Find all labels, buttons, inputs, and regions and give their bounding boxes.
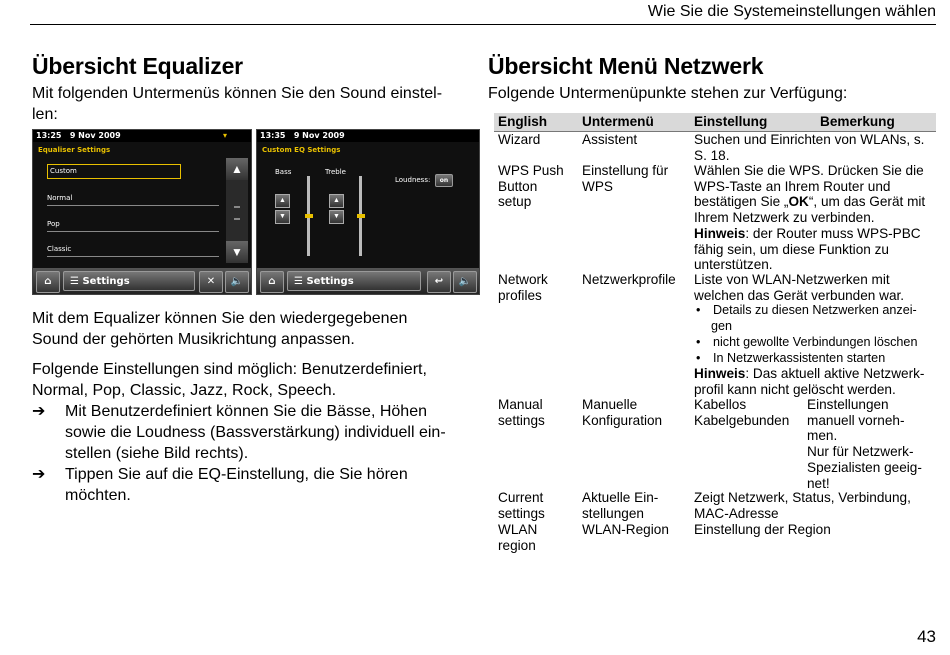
cell-line: settings — [498, 412, 545, 428]
volume-icon[interactable]: 🔈 — [225, 271, 249, 293]
cell-line: bestätigen Sie „OK“, um das Gerät mit — [694, 194, 926, 210]
table-cell — [694, 132, 924, 163]
equalizer-description — [32, 308, 407, 350]
header-title: Wie Sie die Systemeinstellungen wählen — [647, 3, 936, 20]
cell-line: manuell vorneh- — [807, 412, 905, 428]
hint-label: Hinweis — [694, 366, 746, 382]
loudness-label: Loudness: — [395, 176, 431, 184]
cell-line: fähig sein, um diese Funktion zu — [694, 241, 889, 257]
table-cell — [694, 272, 924, 398]
cell-line: profiles — [498, 287, 542, 303]
cell-line: Manuelle — [582, 397, 638, 412]
cell-line: Kabelgebunden — [694, 412, 790, 428]
screen-title: Custom EQ Settings — [262, 146, 341, 154]
cell-line: Aktuelle Ein- — [582, 490, 659, 505]
cell-line: Kabellos — [694, 397, 747, 412]
settings-label: Settings — [306, 276, 354, 287]
cell-line: region — [498, 537, 536, 553]
treble-up-icon[interactable]: ▲ — [329, 194, 344, 208]
text-line: Mit Benutzerdefiniert können Sie die Bässe, Höhen — [65, 403, 427, 420]
text-line: Sound der gehörten Musikrichtung anpassen. — [32, 331, 355, 348]
cell-line: profil kann nicht gelöscht werden. — [694, 381, 896, 397]
table-cell — [582, 397, 662, 428]
bottom-toolbar — [33, 268, 251, 294]
list-item[interactable]: Normal — [47, 192, 219, 206]
text-line: Mit folgenden Untermenüs können Sie den Sound einstel- — [32, 85, 443, 102]
equalizer-options — [32, 359, 427, 401]
cell-line: Nur für Netzwerk- — [807, 444, 914, 460]
cell-line: settings — [498, 505, 545, 521]
bullet-icon: • — [696, 303, 701, 318]
list-item[interactable]: Pop — [47, 218, 219, 232]
page-header — [30, 0, 936, 25]
page-number: 43 — [917, 627, 936, 646]
settings-button[interactable] — [63, 271, 195, 291]
table-row-wizard — [498, 132, 540, 148]
equalizer-settings-screenshot — [32, 129, 252, 295]
date: 9 Nov 2009 — [69, 131, 121, 140]
text-line: Tippen Sie auf die EQ-Einstellung, die Sie hören — [65, 466, 408, 483]
treble-label: Treble — [325, 168, 346, 176]
loudness-toggle[interactable]: on — [435, 174, 453, 187]
table-cell — [582, 272, 676, 288]
status-bar — [257, 130, 479, 142]
instruction-text — [65, 464, 408, 506]
cell-line: Liste von WLAN-Netzwerken mit — [694, 272, 890, 287]
cell-line: Button — [498, 178, 538, 194]
item-label: Custom — [47, 164, 181, 179]
network-heading: Übersicht Menü Netzwerk — [488, 53, 764, 79]
cell-line: WLAN-Region — [582, 522, 669, 537]
scroll-up-icon[interactable]: ▲ — [226, 158, 248, 180]
cell-line: Manual — [498, 397, 543, 412]
instruction-item — [32, 464, 482, 506]
cell-line: setup — [498, 194, 532, 210]
cell-line: Current — [498, 490, 544, 505]
bullet-text: gen — [711, 319, 733, 334]
clock: 13:35 — [260, 131, 286, 140]
settings-button[interactable] — [287, 271, 421, 291]
date: 9 Nov 2009 — [293, 131, 345, 140]
cell-line: WLAN — [498, 522, 538, 537]
scrollbar[interactable] — [226, 158, 248, 263]
bullet-text: nicht gewollte Verbindungen löschen — [713, 334, 918, 349]
hint-text: : der Router muss WPS-PBC — [745, 225, 921, 241]
table-cell — [582, 163, 668, 194]
column-header: Bemerkung — [820, 114, 895, 129]
bullet-item — [694, 335, 924, 351]
bullet-icon: • — [696, 334, 701, 349]
menu-icon: ☰ — [294, 276, 303, 287]
text-line: möchten. — [65, 487, 131, 504]
table-cell — [582, 522, 669, 538]
equalizer-heading: Übersicht Equalizer — [32, 53, 243, 79]
text-line: Mit dem Equalizer können Sie den wiedergegebenen — [32, 310, 408, 327]
table-row-wlan-region — [498, 522, 537, 553]
cell-line: Netzwerkprofile — [582, 272, 676, 287]
network-intro: Folgende Untermenüpunkte stehen zur Verfügung: — [488, 85, 848, 102]
table-cell — [694, 397, 789, 428]
cell-line: MAC-Adresse — [694, 505, 779, 521]
cell-line: Assistent — [582, 132, 638, 147]
scroll-down-icon[interactable]: ▼ — [226, 241, 248, 263]
hint-label: Hinweis — [694, 225, 746, 241]
status-bar — [33, 130, 251, 142]
table-cell — [582, 132, 637, 148]
bass-up-icon[interactable]: ▲ — [275, 194, 290, 208]
table-row-network-profiles — [498, 272, 548, 303]
instruction-item — [32, 401, 482, 464]
list-item[interactable] — [47, 164, 219, 177]
cell-line: WPS Push — [498, 163, 564, 178]
cell-line: Einstellung der Region — [694, 522, 831, 537]
custom-eq-screenshot — [256, 129, 480, 295]
table-header — [494, 113, 936, 132]
arrow-right-icon: ➔ — [32, 466, 46, 483]
settings-label: Settings — [82, 276, 130, 287]
clock: 13:25 — [36, 131, 62, 140]
menu-icon: ☰ — [70, 276, 79, 287]
table-cell — [807, 397, 922, 491]
table-cell — [582, 490, 658, 521]
hint-text: : Das aktuell aktive Netzwerk- — [745, 366, 925, 382]
cell-line: Zeigt Netzwerk, Status, Verbindung, — [694, 490, 911, 505]
cell-line: S. 18. — [694, 147, 730, 163]
column-header: Untermenü — [582, 114, 654, 129]
cell-line: Spezialisten geeig- — [807, 459, 922, 475]
cell-line — [694, 226, 925, 242]
table-row-current-settings — [498, 490, 545, 521]
back-icon[interactable]: ↩ — [427, 271, 451, 293]
cell-line: Wizard — [498, 132, 541, 147]
home-icon[interactable]: ⌂ — [36, 271, 60, 293]
text-line: sowie die Loudness (Bassverstärkung) individuell ein- — [65, 424, 446, 441]
treble-slider-knob[interactable] — [357, 214, 365, 218]
scroll-handle-icon[interactable] — [234, 206, 240, 220]
bullet-text: Details zu diesen Netzwerken anzei- — [713, 303, 917, 318]
column-header: Einstellung — [694, 114, 768, 129]
table-row-manual-settings — [498, 397, 545, 428]
bass-label: Bass — [275, 168, 292, 176]
cell-line: Einstellung für — [582, 163, 669, 178]
wifi-icon: ▾ — [222, 131, 227, 140]
bullet-icon: • — [696, 350, 701, 365]
cell-line: Ihrem Netzwerk zu verbinden. — [694, 210, 875, 226]
arrow-right-icon: ➔ — [32, 403, 46, 420]
table-cell — [694, 522, 831, 538]
text-line: stellen (siehe Bild rechts). — [65, 445, 249, 462]
volume-icon[interactable]: 🔈 — [453, 271, 477, 293]
cell-line: men. — [807, 428, 838, 444]
bottom-toolbar — [257, 268, 479, 294]
bullet-text: In Netzwerkassistenten starten — [713, 350, 886, 365]
bullet-item — [694, 303, 924, 319]
list-item[interactable]: Classic — [47, 243, 219, 257]
cell-line — [694, 366, 924, 382]
bass-down-icon[interactable]: ▼ — [275, 210, 290, 224]
table-cell — [694, 163, 925, 273]
cell-line: Einstellungen — [807, 397, 889, 412]
equalizer-intro — [32, 83, 442, 125]
text-line: len: — [32, 106, 58, 123]
bullet-item — [694, 351, 924, 367]
text-line: Folgende Einstellungen sind möglich: Benutzerdefiniert, — [32, 361, 427, 378]
cell-line: Suchen und Einrichten von WLANs, s. — [694, 132, 925, 147]
cell-line: WPS-Taste an Ihrem Router und — [694, 178, 891, 194]
cell-line: stellungen — [582, 505, 644, 521]
cell-line: Network — [498, 272, 548, 287]
screen-title: Equaliser Settings — [38, 146, 111, 154]
cell-line: Wählen Sie die WPS. Drücken Sie die — [694, 163, 924, 178]
close-icon[interactable]: ✕ — [199, 271, 223, 293]
home-icon[interactable]: ⌂ — [260, 271, 284, 293]
instruction-text — [65, 401, 446, 464]
cell-line: welchen das Gerät verbunden war. — [694, 287, 905, 303]
cell-line: WPS — [582, 178, 613, 194]
cell-line: net! — [807, 475, 830, 491]
table-row-wps — [498, 163, 564, 210]
treble-down-icon[interactable]: ▼ — [329, 210, 344, 224]
table-cell — [694, 490, 911, 521]
column-header: English — [498, 114, 548, 129]
cell-line: Konfiguration — [582, 412, 663, 428]
text-line: Normal, Pop, Classic, Jazz, Rock, Speech. — [32, 382, 337, 399]
cell-line: unterstützen. — [694, 257, 773, 273]
bass-slider-knob[interactable] — [305, 214, 313, 218]
ok-emphasis: OK — [788, 194, 809, 210]
